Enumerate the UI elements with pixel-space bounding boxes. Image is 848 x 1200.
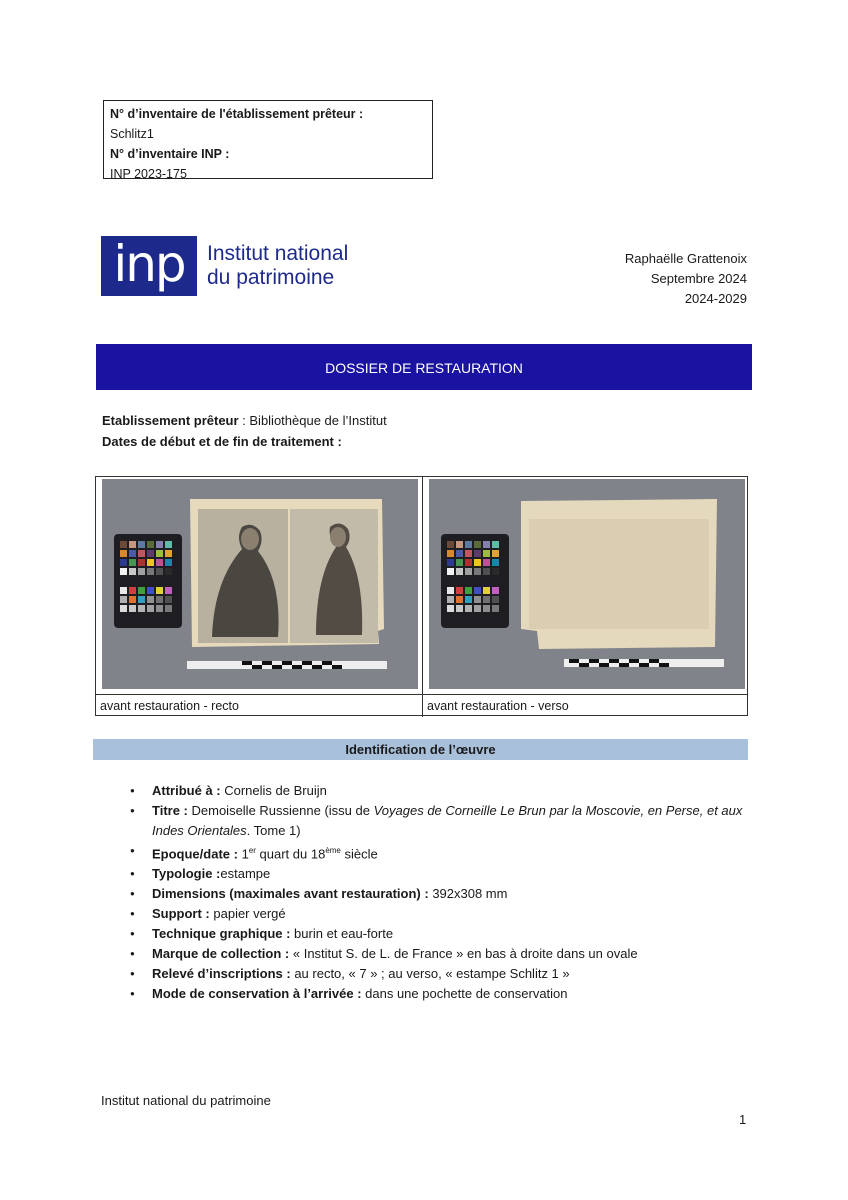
field-conservation — [130, 984, 750, 1004]
attrib-label: Attribué à : — [152, 783, 221, 798]
verso-image — [429, 479, 745, 689]
inventory-box — [103, 100, 433, 179]
title-value-italic: Voyages de Corneille Le Brun par la Moscovie, en Perse, et aux Indes Orientales — [152, 803, 743, 838]
typo-value: estampe — [220, 866, 271, 882]
mark-label: Marque de collection : — [152, 946, 290, 962]
author-name: Raphaëlle Grattenoix — [624, 251, 747, 266]
tech-label: Technique graphique : — [152, 926, 291, 942]
photo-divider — [422, 477, 423, 717]
insc-value: au recto, « 7 » ; au verso, « estampe Schlitz 1 » — [290, 966, 570, 982]
support-label: Support : — [152, 906, 210, 922]
typo-label: Typologie : — [152, 866, 221, 882]
tech-value: burin et eau-forte — [290, 926, 394, 942]
logo-text — [207, 242, 348, 290]
identification-header: Identification de l’œuvre — [93, 739, 748, 760]
recto-image — [102, 479, 418, 689]
epoch-sup-1: er — [248, 846, 256, 855]
field-support — [130, 904, 750, 924]
field-technique — [130, 924, 750, 944]
insc-label: Relevé d’inscriptions : — [152, 966, 291, 982]
attrib-value: Cornelis de Bruijn — [220, 783, 327, 798]
lender-value: : Bibliothèque de l’Institut — [238, 413, 387, 428]
title-value-a: Demoiselle Russienne (issu de — [187, 803, 374, 818]
epoch-c: siècle — [340, 846, 378, 862]
page-number: 1 — [739, 1112, 747, 1127]
verso-photo — [429, 479, 745, 689]
dates-label: Dates de début et de fin de traitement : — [102, 434, 342, 449]
lender-inventory-value: Schlitz1 — [110, 127, 154, 141]
field-epoch — [130, 841, 750, 864]
photo-table — [95, 476, 748, 716]
lender-inventory-label: N° d’inventaire de l'établissement prêteur : — [110, 107, 364, 121]
author-block — [625, 249, 747, 309]
logo-mark: inp — [101, 236, 197, 296]
page-footer: Institut national du patrimoine — [101, 1093, 271, 1108]
epoch-a: 1 — [237, 846, 249, 862]
recto-photo — [102, 479, 418, 689]
dim-value: 392x308 mm — [428, 886, 508, 902]
identification-list — [130, 781, 750, 1004]
cons-value: dans une pochette de conservation — [361, 986, 568, 1002]
field-collection-mark — [130, 944, 750, 964]
lender-label: Etablissement prêteur — [102, 413, 239, 428]
dates-line — [102, 431, 387, 452]
dim-label: Dimensions (maximales avant restauration) : — [152, 886, 429, 902]
logo-line-1: Institut national — [207, 242, 349, 265]
meta-block — [102, 410, 387, 452]
epoch-sup-2: ème — [325, 846, 341, 855]
field-typology — [130, 864, 750, 884]
mark-value: « Institut S. de L. de France » en bas à droite dans un ovale — [289, 946, 638, 962]
epoch-label: Epoque/date : — [152, 846, 238, 862]
cons-label: Mode de conservation à l’arrivée : — [152, 986, 362, 1002]
title-label: Titre : — [152, 803, 188, 818]
logo-line-2: du patrimoine — [207, 266, 335, 289]
field-attribution — [130, 781, 750, 801]
field-title — [130, 801, 750, 841]
author-date: Septembre 2024 — [650, 271, 747, 286]
inp-inventory-label: N° d’inventaire INP : — [110, 147, 230, 161]
recto-caption: avant restauration - recto — [96, 694, 422, 716]
field-dimensions — [130, 884, 750, 904]
epoch-b: quart du 18 — [255, 846, 326, 862]
verso-caption: avant restauration - verso — [423, 694, 748, 716]
inp-inventory-value: INP 2023-175 — [110, 167, 187, 181]
support-value: papier vergé — [209, 906, 286, 922]
author-promo: 2024-2029 — [684, 291, 747, 306]
inp-logo — [101, 236, 348, 296]
document-title-banner: DOSSIER DE RESTAURATION — [96, 344, 752, 390]
title-value-b: . Tome 1) — [246, 823, 301, 838]
field-inscriptions — [130, 964, 750, 984]
lender-line — [102, 410, 387, 431]
